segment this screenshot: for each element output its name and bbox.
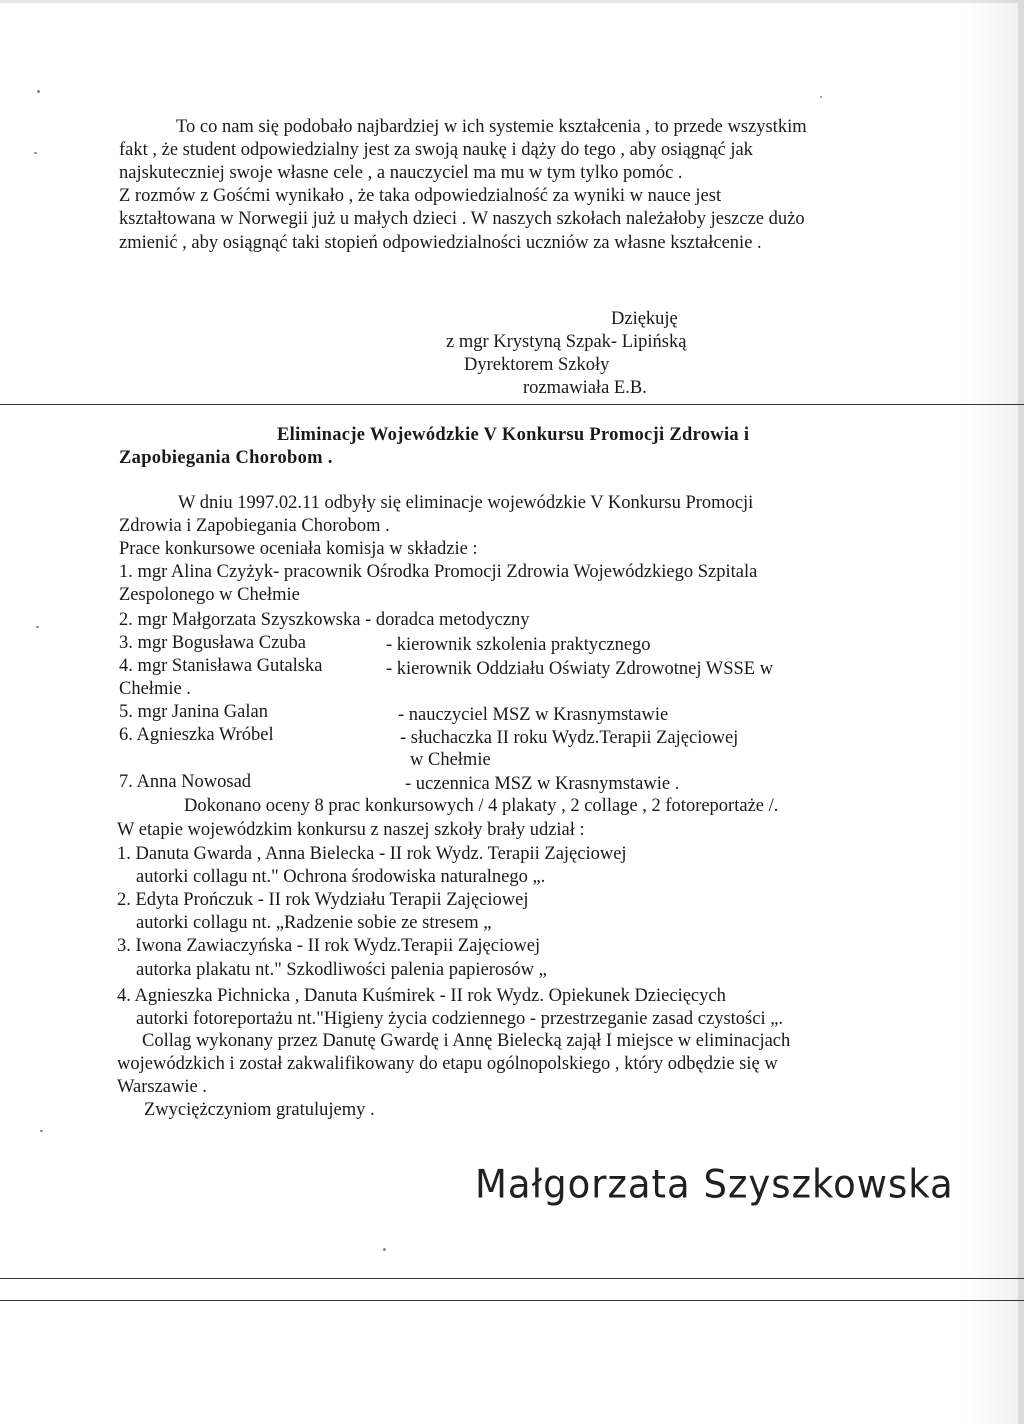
scan-speck xyxy=(820,96,822,98)
body-line: Collag wykonany przez Danutę Gwardę i Annę Bielecką zajął I miejsce w eliminacjach xyxy=(142,1031,791,1051)
scan-speck xyxy=(34,152,37,154)
body-line: w Chełmie xyxy=(410,750,491,770)
intro-line: To co nam się podobało najbardziej w ich systemie kształcenia , to przede wszystkim xyxy=(176,117,807,137)
closing-interviewer: rozmawiała E.B. xyxy=(523,378,647,398)
body-line: - uczennica MSZ w Krasnymstawie . xyxy=(405,774,680,794)
body-line: Dokonano oceny 8 prac konkursowych / 4 plakaty , 2 collage , 2 fotoreportaże /. xyxy=(184,796,779,816)
handwritten-signature: Małgorzata Szyszkowska xyxy=(475,1161,954,1208)
scan-speck xyxy=(40,1130,43,1132)
intro-line: zmienić , aby osiągnąć taki stopień odpowiedzialności uczniów za własne kształcenie . xyxy=(119,233,762,253)
body-line: 1. Danuta Gwarda , Anna Bielecka - II rok Wydz. Terapii Zajęciowej xyxy=(117,844,627,864)
body-line: autorka plakatu nt." Szkodliwości palenia papierosów „ xyxy=(136,960,547,980)
body-line: 1. mgr Alina Czyżyk- pracownik Ośrodka Promocji Zdrowia Wojewódzkiego Szpitala xyxy=(119,562,758,582)
body-line: - kierownik szkolenia praktycznego xyxy=(386,635,651,655)
closing-with-name: z mgr Krystyną Szpak- Lipińską xyxy=(446,332,687,352)
body-line: Zdrowia i Zapobiegania Chorobom . xyxy=(119,516,390,536)
scan-speck xyxy=(383,1248,386,1251)
scan-speck xyxy=(37,90,40,93)
scan-edge-top xyxy=(0,0,1024,3)
body-line: - kierownik Oddziału Oświaty Zdrowotnej WSSE w xyxy=(386,659,774,679)
body-line: autorki collagu nt." Ochrona środowiska naturalnego „. xyxy=(136,867,546,887)
body-line: Chełmie . xyxy=(119,679,191,699)
article-title-line: Zapobiegania Chorobom . xyxy=(119,448,333,468)
body-line: 4. Agnieszka Pichnicka , Danuta Kuśmirek - II rok Wydz. Opiekunek Dziecięcych xyxy=(117,986,726,1006)
closing-thanks: Dziękuję xyxy=(611,309,678,329)
body-line: W dniu 1997.02.11 odbyły się eliminacje wojewódzkie V Konkursu Promocji xyxy=(178,493,754,513)
body-line: wojewódzkich i został zakwalifikowany do etapu ogólnopolskiego , który odbędzie się w xyxy=(117,1054,778,1074)
body-line: 3. Iwona Zawiaczyńska - II rok Wydz.Terapii Zajęciowej xyxy=(117,936,541,956)
body-line: - nauczyciel MSZ w Krasnymstawie xyxy=(398,705,669,725)
article-title-line: Eliminacje Wojewódzkie V Konkursu Promocji Zdrowia i xyxy=(277,425,750,445)
body-line: 4. mgr Stanisława Gutalska xyxy=(119,656,323,676)
intro-line: najskuteczniej swoje własne cele , a nauczyciel ma mu w tym tylko pomóc . xyxy=(119,163,683,183)
intro-line: Z rozmów z Gośćmi wynikało , że taka odpowiedzialność za wyniki w nauce jest xyxy=(119,186,722,206)
body-line: autorki fotoreportażu nt."Higieny życia codziennego - przestrzeganie zasad czystości „. xyxy=(136,1009,784,1029)
body-line: Warszawie . xyxy=(117,1077,207,1097)
bottom-rule xyxy=(0,1278,1024,1279)
scan-edge-right xyxy=(1018,0,1024,1424)
body-line: 5. mgr Janina Galan xyxy=(119,702,268,722)
body-line: 3. mgr Bogusława Czuba xyxy=(119,633,307,653)
body-line: - słuchaczka II roku Wydz.Terapii Zajęciowej xyxy=(400,728,739,748)
body-line: autorki collagu nt. „Radzenie sobie ze stresem „ xyxy=(136,913,492,933)
section-divider xyxy=(0,404,1024,405)
body-line: 2. mgr Małgorzata Szyszkowska - doradca metodyczny xyxy=(119,610,530,630)
intro-line: kształtowana w Norwegii już u małych dzieci . W naszych szkołach należałoby jeszcze dużo xyxy=(119,209,805,229)
bottom-rule xyxy=(0,1300,1024,1301)
body-line: 7. Anna Nowosad xyxy=(119,772,252,792)
body-line: 2. Edyta Prończuk - II rok Wydziału Terapii Zajęciowej xyxy=(117,890,529,910)
body-line: Zespolonego w Chełmie xyxy=(119,585,300,605)
body-line: W etapie wojewódzkim konkursu z naszej szkoły brały udział : xyxy=(117,820,585,840)
intro-line: fakt , że student odpowiedzialny jest za swoją naukę i dąży do tego , aby osiągnąć jak xyxy=(119,140,753,160)
body-line: 6. Agnieszka Wróbel xyxy=(119,725,274,745)
body-line: Prace konkursowe oceniała komisja w składzie : xyxy=(119,539,478,559)
body-line: Zwyciężczyniom gratulujemy . xyxy=(144,1100,375,1120)
scan-speck xyxy=(36,626,39,628)
closing-role: Dyrektorem Szkoły xyxy=(464,355,610,375)
scan-shading xyxy=(964,0,1024,1424)
